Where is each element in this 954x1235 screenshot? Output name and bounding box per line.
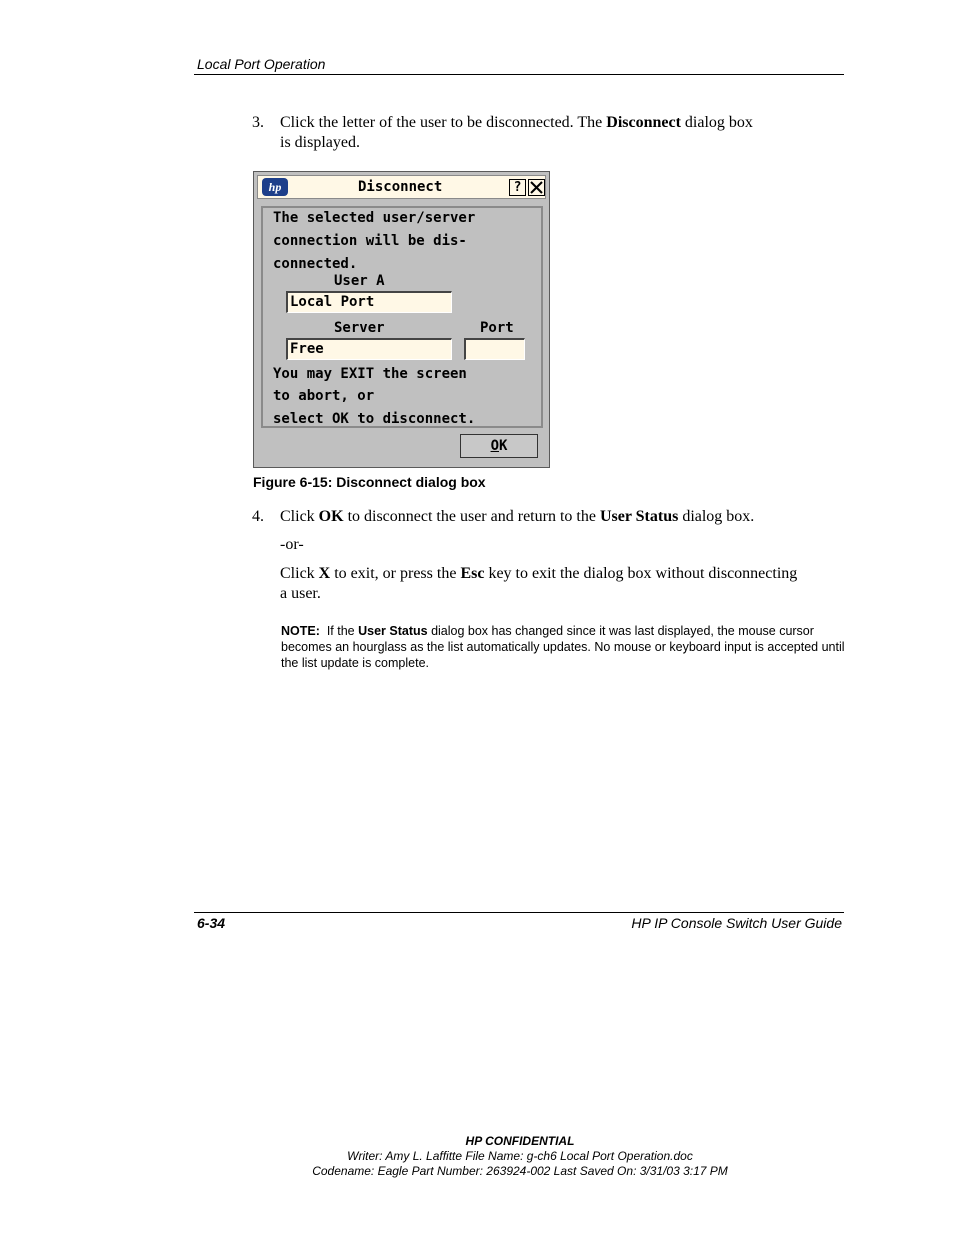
figure-caption: Figure 6-15: Disconnect dialog box	[253, 474, 486, 490]
dialog-titlebar	[257, 175, 546, 199]
ok-button[interactable]	[460, 434, 538, 458]
hp-logo-icon: hp	[262, 178, 288, 196]
codename-info: Codename: Eagle Part Number: 263924-002 Last Saved On: 3/31/03 3:17 PM	[312, 1164, 728, 1178]
disconnect-dialog	[253, 171, 550, 468]
dialog-title: Disconnect	[358, 179, 443, 195]
writer-info: Writer: Amy L. Laffitte File Name: g-ch6 Local Port Operation.doc	[347, 1149, 693, 1163]
step-number: 4.	[252, 508, 264, 525]
note-text: If the	[319, 624, 359, 638]
exit-paragraph	[280, 564, 845, 604]
page-number: 6-34	[197, 915, 226, 931]
footer-rule	[194, 912, 844, 913]
footer-line: to abort, or	[273, 388, 375, 404]
confidential-label: HP CONFIDENTIAL	[465, 1134, 575, 1148]
step-text	[280, 113, 820, 153]
step-text-part: dialog box.	[678, 508, 755, 525]
message-line: The selected user/server	[273, 210, 476, 226]
server-field[interactable]: Free	[286, 338, 452, 360]
step-number: 3.	[252, 114, 264, 131]
message-line: connection will be dis-	[273, 233, 467, 249]
guide-title: HP IP Console Switch User Guide	[631, 915, 842, 931]
step-text-bold: OK	[318, 508, 344, 525]
step-text-bold: User Status	[599, 508, 679, 525]
note-label: NOTE:	[281, 624, 320, 638]
para-text-bold: Esc	[460, 565, 485, 582]
step-text-part: is displayed.	[280, 134, 360, 151]
close-button[interactable]	[528, 179, 545, 196]
server-label: Server	[334, 320, 385, 336]
step-text	[280, 507, 820, 527]
dialog-panel	[261, 206, 543, 428]
user-label: User A	[334, 273, 385, 289]
step-4	[252, 507, 812, 529]
step-text-bold: Disconnect	[606, 114, 681, 131]
footer-line: You may EXIT the screen	[273, 366, 467, 382]
message-line: connected.	[273, 256, 358, 272]
user-field[interactable]: Local Port	[286, 291, 452, 313]
step-text-part: to disconnect the user and return to the	[343, 508, 600, 525]
step-text-part: Click	[280, 508, 319, 525]
help-button[interactable]: ?	[509, 179, 526, 196]
close-icon	[529, 180, 544, 195]
step-3	[252, 113, 812, 157]
or-text: -or-	[280, 536, 304, 553]
ok-label: K	[499, 438, 508, 454]
para-text-part: key to exit the dialog box without disconnecting	[484, 565, 798, 582]
port-label: Port	[480, 320, 514, 336]
para-text-part: Click	[280, 565, 319, 582]
note-block	[281, 623, 846, 671]
note-text: dialog box has changed since it was last displayed, the mouse cursor becomes an hourglass as the list automatically updates. No mouse or keyboard input is accepted until the list update is complete.	[281, 624, 845, 670]
para-text-part: to exit, or press the	[330, 565, 461, 582]
note-bold: User Status	[358, 624, 428, 638]
header-rule	[194, 74, 844, 75]
para-text-part: a user.	[280, 585, 321, 602]
ok-mnemonic: O	[490, 438, 499, 454]
footer-line: select OK to disconnect.	[273, 411, 476, 427]
para-text-bold: X	[318, 565, 331, 582]
port-field[interactable]	[464, 338, 525, 360]
step-text-part: dialog box	[680, 114, 753, 131]
step-text-part: Click the letter of the user to be disconnected. The	[280, 114, 607, 131]
running-header: Local Port Operation	[197, 56, 326, 72]
